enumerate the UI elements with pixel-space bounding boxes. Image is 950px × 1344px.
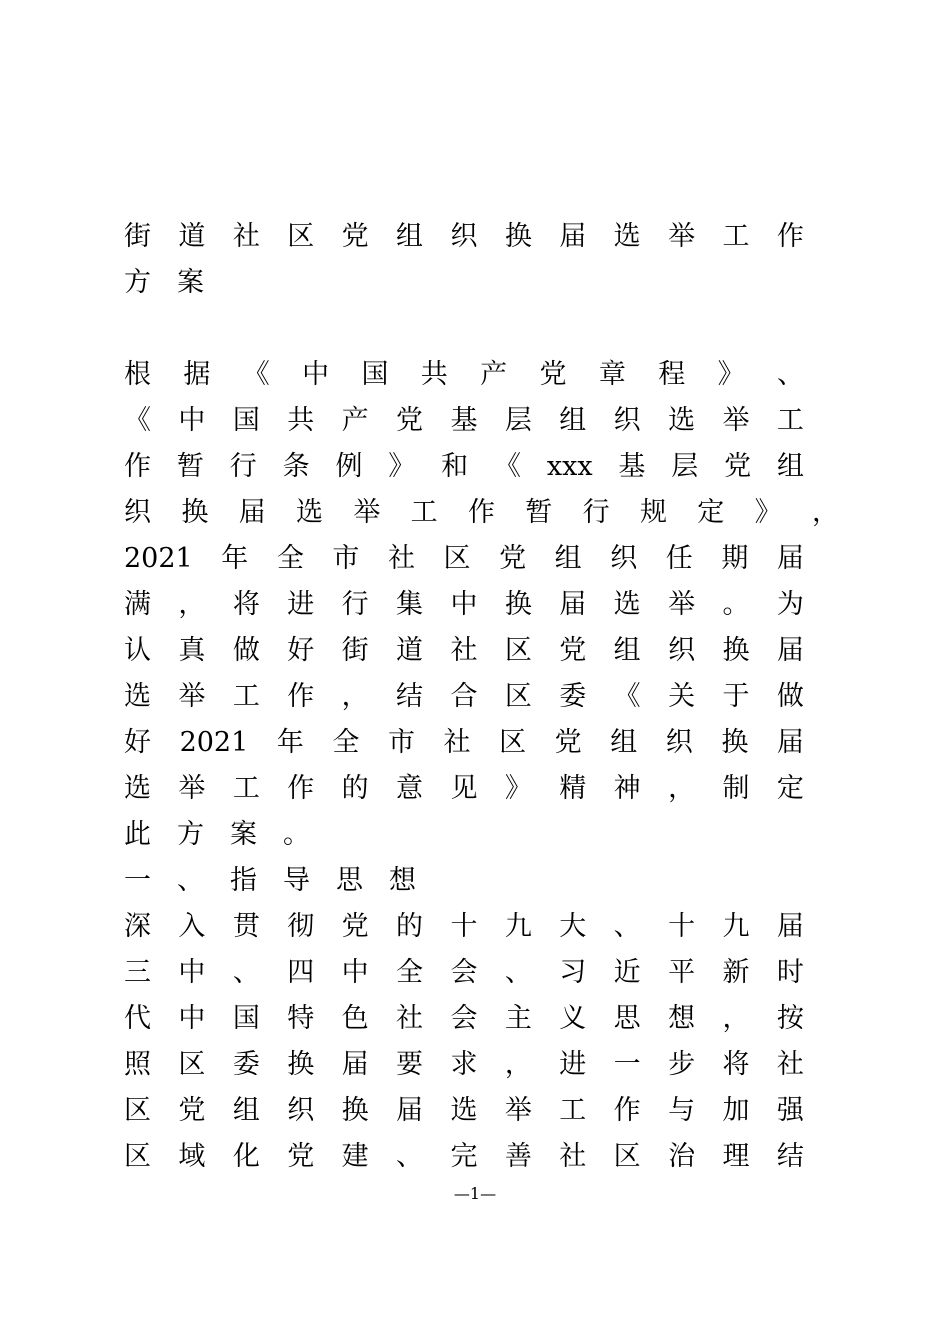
- text-glyph: 结: [396, 681, 424, 712]
- text-glyph: 平: [668, 957, 696, 988]
- text-glyph: 道: [178, 221, 206, 252]
- text-glyph: 换: [341, 1095, 369, 1126]
- text-glyph: 区: [499, 727, 527, 758]
- text-glyph: 举: [668, 221, 696, 252]
- text-glyph: 工: [776, 405, 804, 436]
- text-glyph: 。: [283, 819, 310, 850]
- text-glyph: 彻: [287, 911, 315, 942]
- text-glyph: 区: [504, 681, 532, 712]
- text-glyph: 组: [613, 635, 641, 666]
- text-glyph: 街: [341, 635, 369, 666]
- text-glyph: 域: [178, 1141, 206, 1172]
- text-glyph: 工: [559, 1095, 587, 1126]
- body-line: [124, 1137, 804, 1177]
- text-glyph: 市: [387, 727, 415, 758]
- text-glyph: 区: [613, 1141, 641, 1172]
- text-glyph: 《: [494, 451, 522, 482]
- body-line: [124, 907, 804, 947]
- text-glyph: 选: [124, 681, 151, 712]
- text-glyph: 换: [721, 727, 749, 758]
- text-glyph: 工: [722, 221, 750, 252]
- text-glyph: 贯: [232, 911, 260, 942]
- text-glyph: 三: [124, 957, 151, 988]
- text-glyph: 做: [232, 635, 260, 666]
- text-glyph: 届: [559, 589, 587, 620]
- text-glyph: 暂: [176, 451, 204, 482]
- text-glyph: 党: [341, 221, 369, 252]
- text-glyph: 和: [441, 451, 469, 482]
- text-glyph: 国: [361, 359, 389, 390]
- text-glyph: 区: [178, 1049, 206, 1080]
- body-line: [124, 1091, 804, 1131]
- page-number: —1—: [453, 1184, 497, 1203]
- text-glyph: 党: [554, 727, 582, 758]
- body-line: [124, 999, 804, 1039]
- text-glyph: 届: [776, 911, 804, 942]
- text-glyph: 委: [559, 681, 587, 712]
- text-glyph: 届: [776, 635, 804, 666]
- text-glyph: 此: [124, 819, 151, 850]
- text-glyph: 理: [722, 1141, 750, 1172]
- text-glyph: 换: [287, 1049, 315, 1080]
- text-glyph: 大: [559, 911, 587, 942]
- text-glyph: 》: [754, 497, 782, 528]
- text-glyph: 做: [776, 681, 804, 712]
- text-glyph: 选: [668, 405, 696, 436]
- text-glyph: 选: [124, 773, 151, 804]
- text-glyph: 》: [717, 359, 745, 390]
- text-glyph: 社: [232, 221, 260, 252]
- text-glyph: 街: [124, 221, 151, 252]
- text-glyph: 关: [668, 681, 696, 712]
- text-glyph: 《: [242, 359, 270, 390]
- text-glyph: 一: [124, 865, 151, 896]
- text-glyph: 届: [396, 1095, 424, 1126]
- body-line: [124, 723, 804, 763]
- text-glyph: 中: [178, 405, 206, 436]
- text-glyph: 党: [724, 451, 752, 482]
- text-glyph: 《: [613, 681, 641, 712]
- text-glyph: 任: [665, 543, 693, 574]
- text-glyph: 换: [722, 635, 750, 666]
- text-glyph: ，: [504, 1049, 532, 1080]
- text-glyph: 作: [776, 221, 804, 252]
- text-glyph: 步: [668, 1049, 696, 1080]
- text-glyph: 入: [178, 911, 206, 942]
- text-glyph: 、: [232, 957, 260, 988]
- text-glyph: ，: [811, 497, 839, 528]
- text-glyph: 层: [671, 451, 699, 482]
- text-glyph: 产: [480, 359, 508, 390]
- text-glyph: 党: [178, 1095, 206, 1126]
- document-title-line-1: [124, 217, 804, 257]
- text-glyph: 近: [613, 957, 641, 988]
- text-glyph: 与: [668, 1095, 696, 1126]
- text-glyph: 全: [396, 957, 424, 988]
- text-glyph: 中: [302, 359, 330, 390]
- text-glyph: 暂: [525, 497, 553, 528]
- text-glyph: 中: [341, 957, 369, 988]
- text-glyph: 满: [124, 589, 151, 620]
- text-glyph: 化: [232, 1141, 260, 1172]
- text-glyph: 九: [722, 911, 750, 942]
- text-glyph: 结: [776, 1141, 804, 1172]
- text-glyph: 届: [341, 1049, 369, 1080]
- text-glyph: 共: [287, 405, 315, 436]
- text-glyph: 年: [276, 727, 304, 758]
- text-glyph: 市: [332, 543, 360, 574]
- text-glyph: 集: [396, 589, 424, 620]
- text-glyph: 善: [504, 1141, 532, 1172]
- text-glyph: 思: [613, 1003, 641, 1034]
- text-glyph: 行: [229, 451, 257, 482]
- text-glyph: 认: [124, 635, 151, 666]
- text-glyph: 程: [658, 359, 686, 390]
- text-glyph: 国: [232, 405, 260, 436]
- text-glyph: 作: [613, 1095, 641, 1126]
- text-glyph: 》: [388, 451, 416, 482]
- text-glyph: ，: [178, 589, 206, 620]
- text-glyph: 共: [420, 359, 448, 390]
- text-glyph: 想: [389, 865, 416, 896]
- text-glyph: 工: [410, 497, 438, 528]
- section-heading: [124, 861, 804, 901]
- text-glyph: 举: [353, 497, 381, 528]
- text-glyph: 方: [124, 267, 151, 298]
- text-glyph: 组: [554, 543, 582, 574]
- text-glyph: ，: [722, 1003, 750, 1034]
- text-glyph: 举: [504, 1095, 532, 1126]
- text-glyph: 年: [221, 543, 249, 574]
- text-glyph: 选: [450, 1095, 478, 1126]
- text-glyph: 全: [276, 543, 304, 574]
- text-glyph: 义: [559, 1003, 587, 1034]
- text-glyph: 、: [613, 911, 641, 942]
- text-glyph: 织: [450, 221, 478, 252]
- text-glyph: 组: [232, 1095, 260, 1126]
- text-glyph: 党: [539, 359, 567, 390]
- text-glyph: 、: [776, 359, 804, 390]
- text-glyph: 届: [238, 497, 266, 528]
- text-glyph: 十: [668, 911, 696, 942]
- body-line: [124, 401, 804, 441]
- text-glyph: 九: [504, 911, 532, 942]
- text-glyph: 方: [177, 819, 204, 850]
- text-glyph: 例: [335, 451, 363, 482]
- text-glyph: 委: [232, 1049, 260, 1080]
- text-glyph: 要: [396, 1049, 424, 1080]
- text-glyph: 按: [776, 1003, 804, 1034]
- text-glyph: 中: [178, 1003, 206, 1034]
- text-glyph: 织: [124, 497, 151, 528]
- text-glyph: 区: [287, 221, 315, 252]
- text-glyph: 精: [559, 773, 587, 804]
- text-glyph: 作: [124, 451, 151, 482]
- text-glyph: 的: [341, 773, 369, 804]
- text-glyph: 2021: [124, 543, 193, 574]
- text-glyph: 举: [722, 405, 750, 436]
- text-glyph: 社: [559, 1141, 587, 1172]
- text-glyph: 、: [396, 1141, 424, 1172]
- text-glyph: 思: [336, 865, 363, 896]
- text-glyph: 作: [287, 681, 315, 712]
- text-glyph: 期: [721, 543, 749, 574]
- text-glyph: 十: [450, 911, 478, 942]
- text-glyph: 组: [610, 727, 638, 758]
- text-glyph: 制: [722, 773, 750, 804]
- text-glyph: 时: [776, 957, 804, 988]
- text-glyph: 产: [341, 405, 369, 436]
- text-glyph: 好: [287, 635, 315, 666]
- text-glyph: 于: [722, 681, 750, 712]
- text-glyph: 党: [559, 635, 587, 666]
- text-glyph: 为: [776, 589, 804, 620]
- text-glyph: 见: [450, 773, 478, 804]
- text-glyph: 组: [777, 451, 804, 482]
- text-glyph: 》: [504, 773, 532, 804]
- text-glyph: 织: [287, 1095, 315, 1126]
- text-glyph: 习: [559, 957, 587, 988]
- text-glyph: 社: [387, 543, 415, 574]
- text-glyph: 基: [450, 405, 478, 436]
- text-glyph: 织: [613, 405, 641, 436]
- body-line: [124, 769, 804, 809]
- text-glyph: ，: [668, 773, 696, 804]
- text-glyph: 章: [598, 359, 626, 390]
- text-glyph: 想: [668, 1003, 696, 1034]
- body-line: [124, 631, 804, 671]
- text-glyph: 2021: [179, 727, 249, 758]
- text-glyph: 。: [722, 589, 750, 620]
- text-glyph: 指: [230, 865, 257, 896]
- text-glyph: 会: [450, 957, 478, 988]
- text-glyph: 选: [295, 497, 323, 528]
- text-glyph: 完: [450, 1141, 478, 1172]
- text-glyph: 求: [450, 1049, 478, 1080]
- text-glyph: 意: [396, 773, 424, 804]
- text-glyph: 届: [559, 221, 587, 252]
- text-glyph: 区: [504, 635, 532, 666]
- text-glyph: xxx: [546, 451, 593, 482]
- text-glyph: 好: [124, 727, 151, 758]
- text-glyph: 加: [722, 1095, 750, 1126]
- text-glyph: 届: [776, 727, 804, 758]
- text-glyph: 社: [450, 635, 478, 666]
- document-title-line-2: [124, 263, 804, 303]
- text-glyph: 社: [396, 1003, 424, 1034]
- text-glyph: 将: [232, 589, 260, 620]
- text-glyph: 主: [504, 1003, 532, 1034]
- text-glyph: 真: [178, 635, 206, 666]
- text-glyph: 会: [450, 1003, 478, 1034]
- text-glyph: 工: [232, 773, 260, 804]
- body-line: [124, 585, 804, 625]
- text-glyph: 党: [499, 543, 527, 574]
- text-glyph: 基: [618, 451, 646, 482]
- text-glyph: 选: [613, 221, 641, 252]
- text-glyph: 层: [504, 405, 532, 436]
- text-glyph: 四: [287, 957, 315, 988]
- text-glyph: 举: [178, 681, 206, 712]
- text-glyph: 行: [582, 497, 610, 528]
- text-glyph: 强: [776, 1095, 804, 1126]
- text-glyph: 规: [639, 497, 667, 528]
- text-glyph: 定: [697, 497, 725, 528]
- body-line: [124, 355, 804, 395]
- text-glyph: 国: [232, 1003, 260, 1034]
- text-glyph: 建: [341, 1141, 369, 1172]
- text-glyph: 新: [722, 957, 750, 988]
- text-glyph: 根: [124, 359, 151, 390]
- text-glyph: 的: [396, 911, 424, 942]
- text-glyph: 选: [613, 589, 641, 620]
- text-glyph: 将: [722, 1049, 750, 1080]
- text-glyph: 照: [124, 1049, 151, 1080]
- text-glyph: 组: [396, 221, 424, 252]
- text-glyph: 工: [232, 681, 260, 712]
- text-glyph: 党: [341, 911, 369, 942]
- body-line: [124, 447, 804, 487]
- text-glyph: 一: [613, 1049, 641, 1080]
- text-glyph: 举: [178, 773, 206, 804]
- text-glyph: 条: [282, 451, 310, 482]
- text-glyph: 届: [776, 543, 804, 574]
- text-glyph: 特: [287, 1003, 315, 1034]
- text-glyph: 进: [559, 1049, 587, 1080]
- text-glyph: 、: [504, 957, 532, 988]
- text-glyph: 案: [177, 267, 204, 298]
- text-glyph: 导: [283, 865, 310, 896]
- text-glyph: 换: [181, 497, 209, 528]
- text-glyph: 据: [183, 359, 211, 390]
- text-glyph: 全: [332, 727, 360, 758]
- text-glyph: 代: [124, 1003, 151, 1034]
- text-glyph: 作: [467, 497, 495, 528]
- body-line: [124, 815, 804, 855]
- text-glyph: 社: [776, 1049, 804, 1080]
- text-glyph: 神: [613, 773, 641, 804]
- text-glyph: 党: [396, 405, 424, 436]
- text-glyph: 组: [559, 405, 587, 436]
- text-glyph: 案: [230, 819, 257, 850]
- text-glyph: 织: [665, 727, 693, 758]
- text-glyph: 深: [124, 911, 151, 942]
- text-glyph: 定: [776, 773, 804, 804]
- text-glyph: 党: [287, 1141, 315, 1172]
- body-line: [124, 677, 804, 717]
- body-line: [124, 1045, 804, 1085]
- text-glyph: 换: [504, 221, 532, 252]
- text-glyph: 色: [341, 1003, 369, 1034]
- text-glyph: 织: [668, 635, 696, 666]
- text-glyph: ，: [341, 681, 369, 712]
- text-glyph: 作: [287, 773, 315, 804]
- text-glyph: 进: [287, 589, 315, 620]
- text-glyph: 区: [124, 1095, 151, 1126]
- text-glyph: 行: [341, 589, 369, 620]
- body-line: [124, 493, 839, 533]
- text-glyph: 中: [450, 589, 478, 620]
- text-glyph: 合: [450, 681, 478, 712]
- text-glyph: 中: [178, 957, 206, 988]
- body-line: [124, 953, 804, 993]
- text-glyph: 、: [177, 865, 204, 896]
- text-glyph: 区: [124, 1141, 151, 1172]
- text-glyph: 换: [504, 589, 532, 620]
- body-line: [124, 539, 804, 579]
- text-glyph: 社: [443, 727, 471, 758]
- text-glyph: 举: [668, 589, 696, 620]
- text-glyph: 道: [396, 635, 424, 666]
- text-glyph: 织: [610, 543, 638, 574]
- text-glyph: 治: [668, 1141, 696, 1172]
- text-glyph: 《: [124, 405, 151, 436]
- text-glyph: 区: [443, 543, 471, 574]
